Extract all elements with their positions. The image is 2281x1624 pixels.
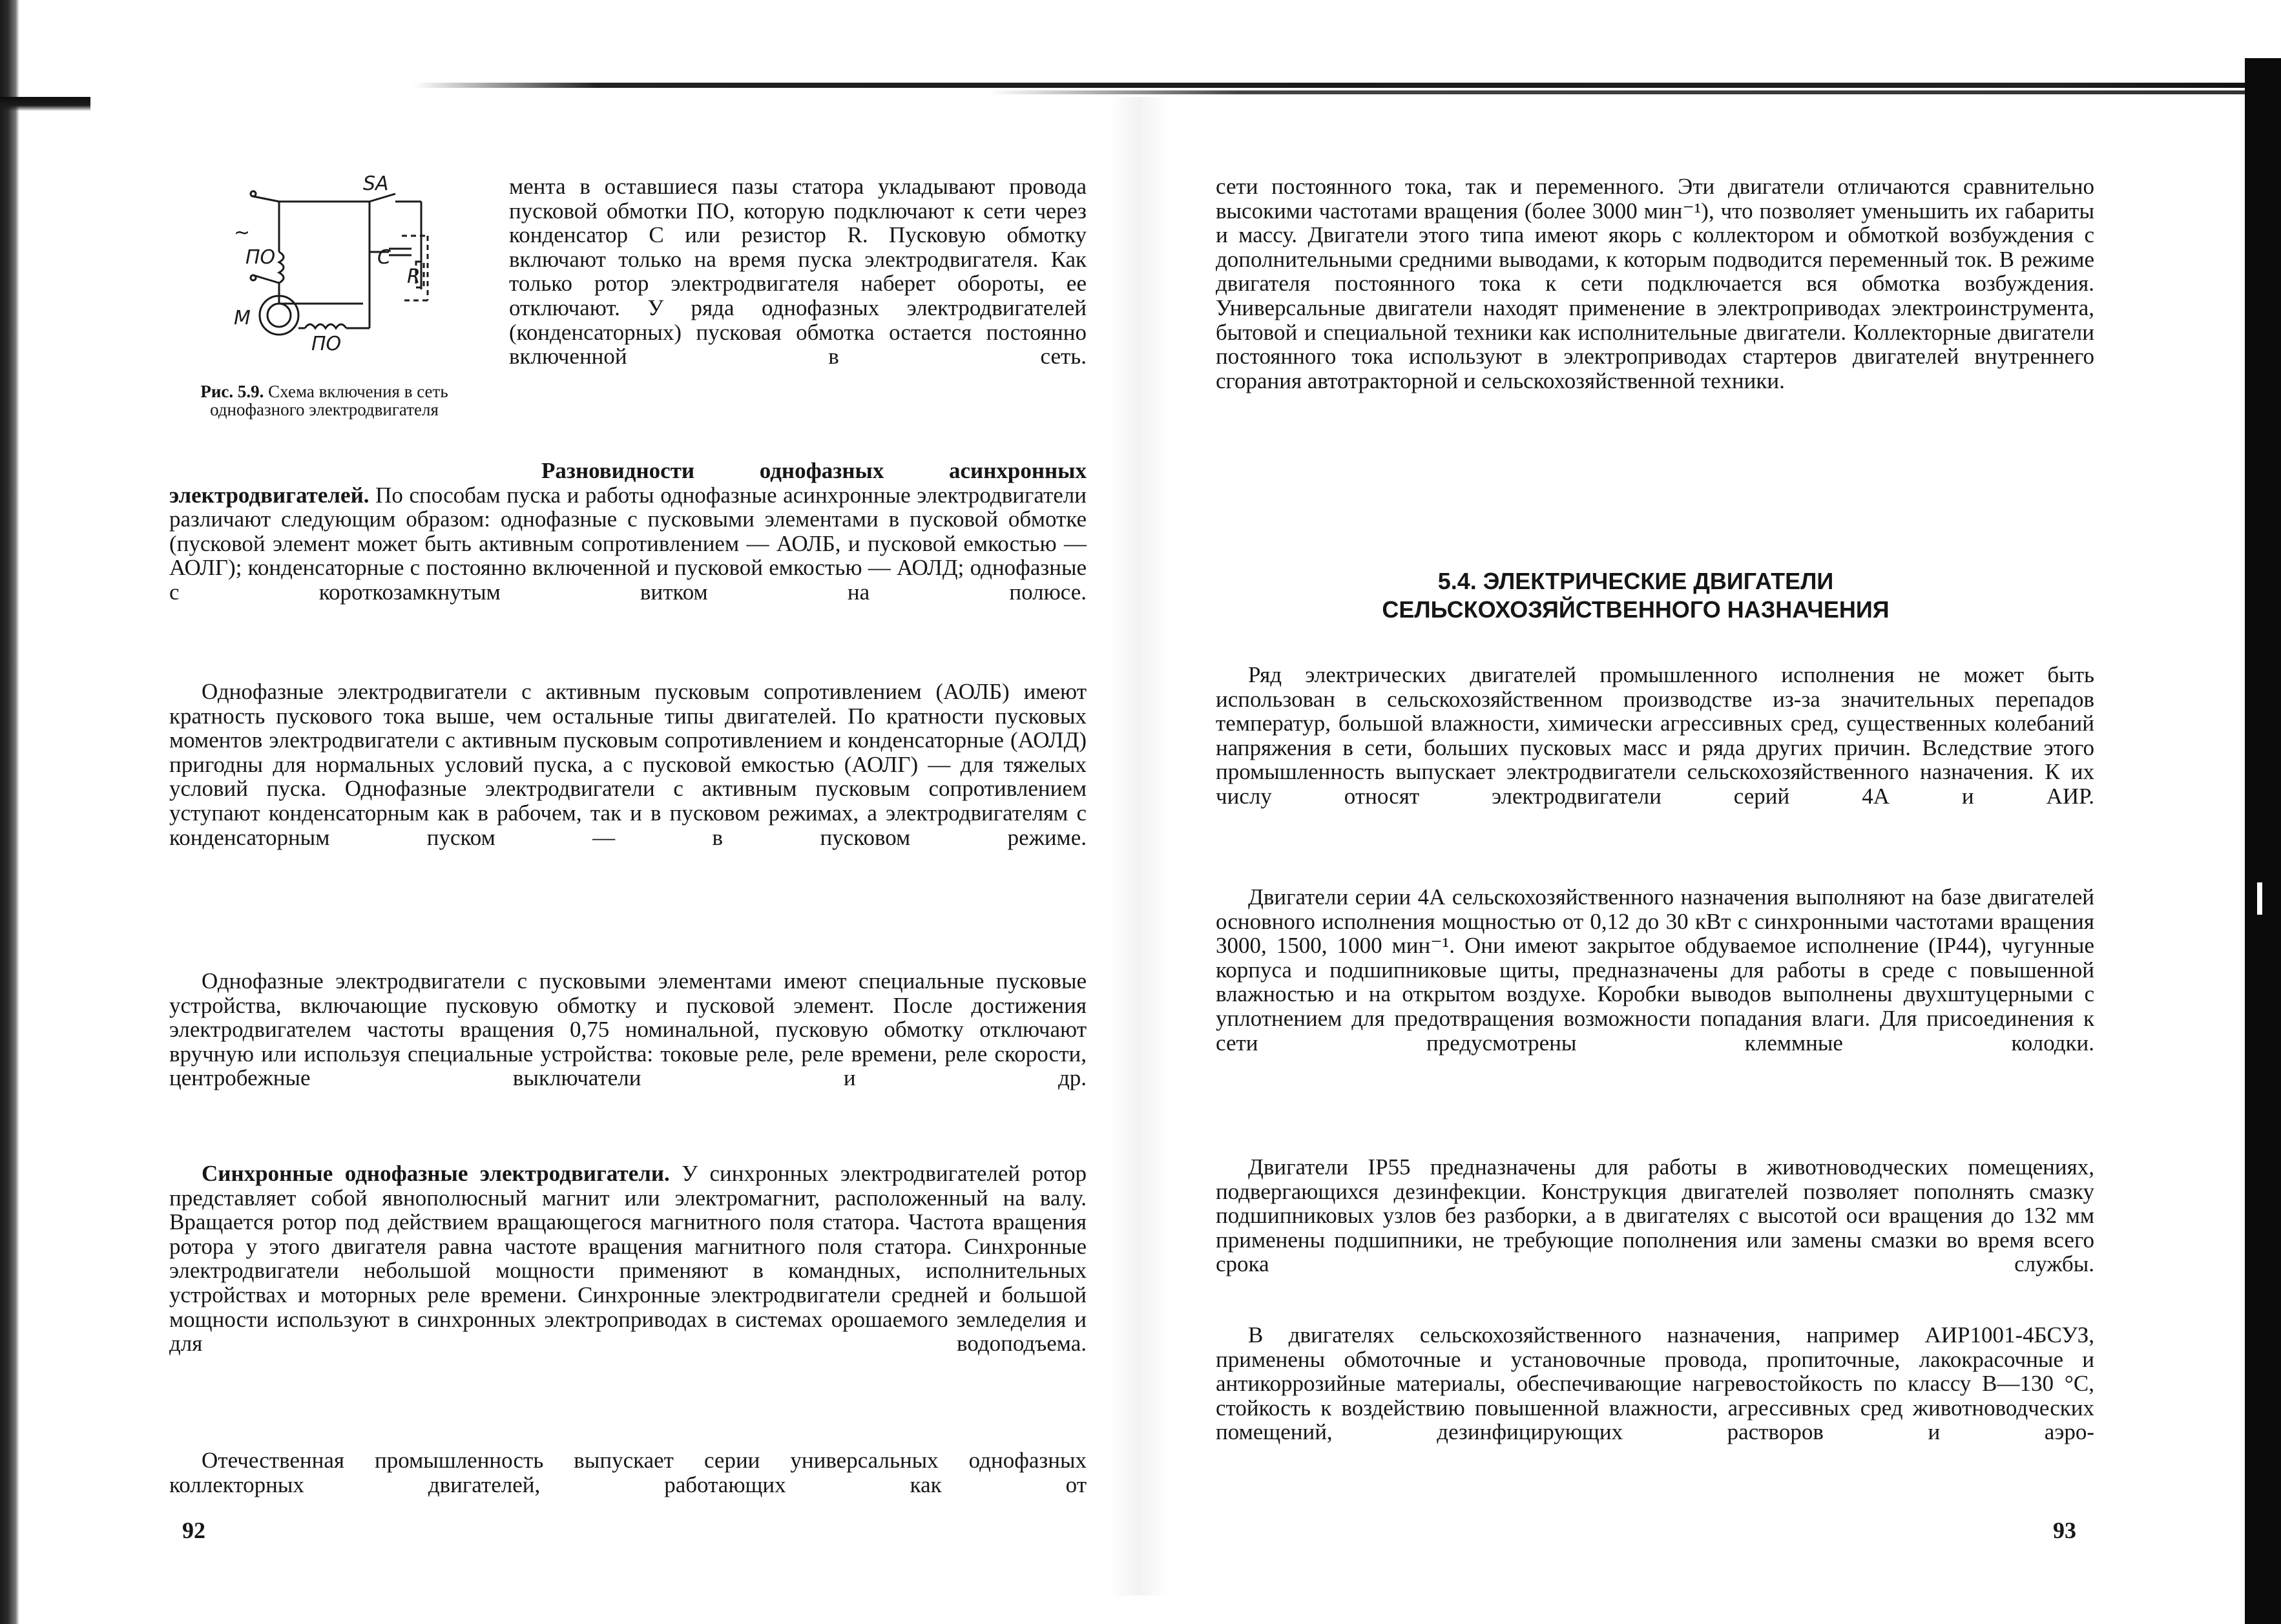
right-paragraph-3: Двигатели серии 4А сельскохозяйственного назначения выполняют на базе двигателей основного исполнения мощностью от 0,12 до 30 кВт с синхронными частотами вращения 3000, 1500, 1000 мин⁻¹. Они имеют закрытое обдуваемое исполнение (IP44), чугунные корпуса и подшипниковые щиты, предназначены для работы в среде с повышенной влажностью и на открытом воздухе. Коробки выводов выполнены двухштуцерными с уплотнением для предотвращения возможности попадания влаги. Для присоединения к сети предусмотрены клеммные колодки. <box>1216 884 2094 1056</box>
label-po: ПО <box>245 246 276 269</box>
figure-5-9 <box>169 174 479 472</box>
left-page <box>169 174 1087 1596</box>
label-m: M <box>234 307 251 329</box>
right-page <box>1216 174 2107 1596</box>
label-tilde: ~ <box>234 222 251 244</box>
left-paragraph-2 <box>169 459 1087 605</box>
left-paragraph-3: Однофазные электродвигатели с активным пусковым сопротивлением (АОЛБ) имеют кратность пускового тока выше, чем остальные типы двигателей. По кратности пусковых моментов электродвигатели с активным пусковым сопротивлением и конденсаторные (АОЛД) пригодны для нормальных условий пуска, а с пусковой емкостью (АОЛГ) — для тяжелых условий пуска. Однофазные электродвигатели с активным пусковым сопротивлением уступают конденсаторным как в рабочем, так и в пусковом режимах, а электродвигателям с конденсаторным пуском — в пусковом режиме. <box>169 679 1087 850</box>
section-heading-line-1: 5.4. ЭЛЕКТРИЧЕСКИЕ ДВИГАТЕЛИ <box>1437 568 1834 594</box>
left-paragraph-4: Однофазные электродвигатели с пусковыми элементами имеют специальные пусковые устройства, включающие пусковую обмотку и пусковой элемент. После достижения электродвигателем частоты вращения 0,75 номинальной, пусковую обмотку отключают вручную или используя специальные устройства: токовые реле, реле времени, реле скорости, центробежные выключатели и др. <box>169 968 1087 1091</box>
label-po-2: ПО <box>311 333 342 355</box>
label-r: R <box>407 265 421 288</box>
section-heading-variants: Разновидности однофазных асинхронных электродвигателей. <box>169 458 1087 508</box>
page-number-right: 93 <box>2053 1517 2076 1543</box>
left-paragraph-5-text: У синхронных электродвигателей ротор представляет собой явнополюсный магнит или электромагнит, расположенный на валу. Вращается ротор под действием вращающегося магнитного поля статора. Частота вращения ротора у этого двигателя равна частоте вращения магнитного поля статора. Синхронные электродвигатели небольшой мощности применяют в командных, исполнительных устройствах и моторных реле времени. Синхронные электродвигатели средней и большой мощности используют в синхронных электроприводах в системах орошаемого земледелия и для водоподъема. <box>169 1161 1087 1357</box>
book-gutter <box>1110 97 1168 1596</box>
right-paragraph-4: Двигатели IP55 предназначены для работы в животноводческих помещениях, подвергающихся дезинфекции. Конструкция двигателей позволяет пополнять смазку подшипниковых узлов без разборки, а в двигателях с высотой оси вращения до 132 мм применены подшипники, не требующие пополнения или замены смазки во время всего срока службы. <box>1216 1154 2094 1277</box>
section-heading-5-4 <box>1216 567 2056 624</box>
binding-edge-left <box>0 0 19 1624</box>
left-paragraph-2-text: По способам пуска и работы однофазные асинхронные электродвигатели различают следующим образом: однофазные с пусковыми элементами в пусковой обмотке (пусковой элемент может быть активным сопротивлением — АОЛБ, и пусковой емкостью — АОЛГ); конденсаторные с постоянно включенной и пусковой емкостью — АОЛД; однофазные с короткозамкнутым витком на полюсе. <box>169 482 1087 605</box>
binding-shadow-top-left <box>0 97 90 111</box>
left-paragraph-1: мента в оставшиеся пазы статора укладывают провода пусковой обмотки ПО, которую подключают к сети через конденсатор C или резистор R. Пусковую обмотку включают только на время пуска электродвигателя. Как только ротор электродвигателя наберет обороты, ее отключают. У ряда однофазных электродвигателей (конденсаторных) пусковая обмотка остается постоянно включенной в сеть. <box>509 174 1087 370</box>
section-heading-line-2: СЕЛЬСКОХОЗЯЙСТВЕННОГО НАЗНАЧЕНИЯ <box>1382 596 1890 623</box>
left-paragraph-6: Отечественная промышленность выпускает серии универсальных однофазных коллекторных двигателей, работающих как от <box>169 1448 1087 1497</box>
section-heading-synchronous: Синхронные однофазные электродвигатели. <box>202 1161 670 1186</box>
circuit-diagram <box>234 174 441 368</box>
figure-caption-number: Рис. 5.9. <box>200 382 264 401</box>
label-c: C <box>377 246 391 269</box>
edge-marker <box>2257 882 2262 915</box>
figure-caption-text: Схема включения в сеть однофазного электродвигателя <box>210 382 448 419</box>
label-sa: SA <box>363 174 389 195</box>
page-number-left: 92 <box>182 1517 205 1543</box>
left-paragraph-5 <box>169 1161 1087 1356</box>
right-paragraph-2: Ряд электрических двигателей промышленного исполнения не может быть использован в сельскохозяйственном производстве из-за значительных перепадов температур, большой влажности, химически агрессивных сред, существенных колебаний напряжения в сети, больших пусковых масс и ряда других причин. Вследствие этого промышленность выпускает электродвигатели сельскохозяйственного назначения. К их числу относят электродвигатели серий 4А и АИР. <box>1216 662 2094 809</box>
right-paragraph-1: сети постоянного тока, так и переменного. Эти двигатели отличаются сравнительно высокими частотами вращения (более 3000 мин⁻¹), что позволяет уменьшить их габариты и массу. Двигатели этого типа имеют якорь с коллектором и обмоткой возбуждения с дополнительными средними выводами, к которым подводится переменный ток. В режиме двигателя постоянного тока к сети подключается вся обмотка возбуждения. Универсальные двигатели находят применение в электроприводах электроинструмента, бытовой и специальной техники как исполнительные двигатели. Коллекторные двигатели постоянного тока используют в электроприводах стартеров двигателей внутреннего сгорания автотракторной и сельскохозяйственной техники. <box>1216 174 2094 393</box>
right-paragraph-5: В двигателях сельскохозяйственного назначения, например АИР1001-4БСУЗ, применены обмоточные и установочные провода, пропиточные, лакокрасочные и антикоррозийные материалы, обеспечивающие нагревостойкость по классу В—130 °С, стойкость к воздействию повышенной влажности, агрессивных сред животноводческих помещений, дезинфицирующих растворов и аэро- <box>1216 1322 2094 1445</box>
page-top-edge <box>413 83 2248 88</box>
figure-caption <box>176 382 473 419</box>
page-top-edge-inner <box>988 90 2248 94</box>
binding-edge-right <box>2245 58 2281 1624</box>
